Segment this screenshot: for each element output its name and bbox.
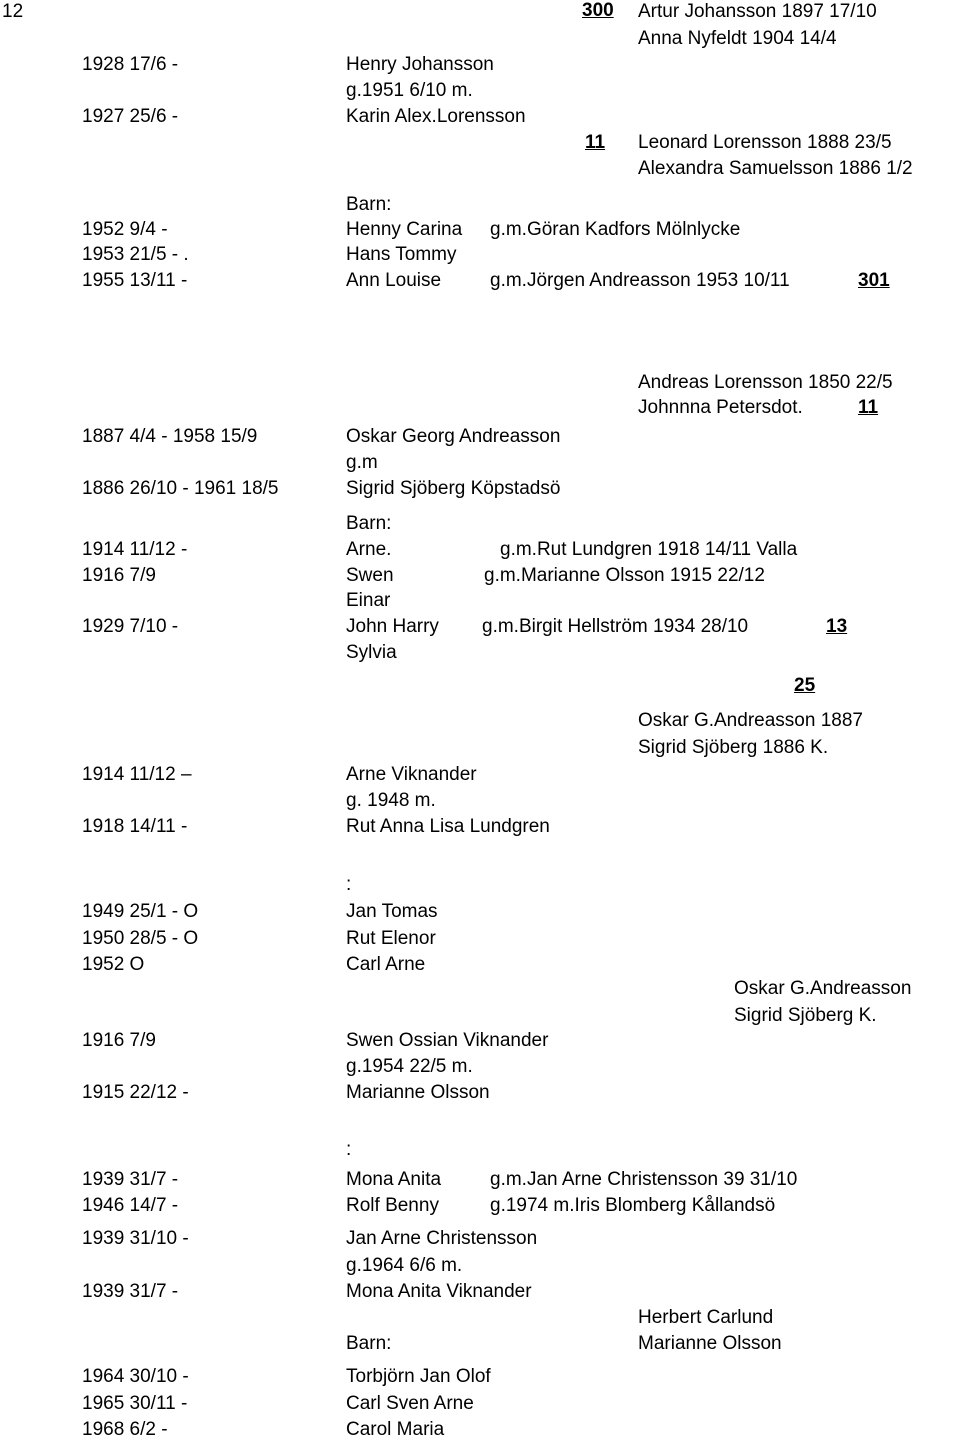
family-ref-25: 25 [794,675,816,696]
wife-name: Sigrid Sjöberg Köpstadsö [346,478,561,499]
children-colon: : [346,1139,352,1160]
wife-name: Mona Anita Viknander [346,1281,532,1302]
child-date: 1953 21/5 - . [82,244,189,265]
child-date: 1952 O [82,954,145,975]
husband-date: 1914 11/12 – [82,764,192,785]
child-spouse: g.m.Jörgen Andreasson 1953 10/11 [490,270,790,291]
child-name: Mona Anita [346,1169,442,1190]
child-name: Ann Louise [346,270,442,291]
husband-date: 1928 17/6 - [82,54,179,75]
child-name-cont: Einar [346,590,391,611]
wife-mother: Alexandra Samuelsson 1886 1/2 [638,158,913,179]
parents-line2: Sigrid Sjöberg K. [734,1005,877,1026]
parents-line2: Johnnna Petersdot. [638,397,803,418]
parents-ref: 11 [858,397,879,418]
marriage-line: g.1954 22/5 m. [346,1056,473,1077]
child-name: Jan Tomas [346,901,438,922]
child-name: Arne. [346,539,392,560]
child-name: John Harry [346,616,439,637]
husband-name: Oskar Georg Andreasson [346,426,561,447]
child-date: 1916 7/9 [82,565,156,586]
marriage-line: g.1951 6/10 m. [346,80,473,101]
parents-line1: Oskar G.Andreasson 1887 [638,710,863,731]
wife-date: 1918 14/11 - [82,816,188,837]
marriage-line: g.m [346,452,378,473]
parents-line1: Oskar G.Andreasson [734,978,912,999]
child-spouse: g.1974 m.Iris Blomberg Kållandsö [490,1195,776,1216]
child-spouse: g.m.Göran Kadfors Mölnlycke [490,219,741,240]
husband-date: 1887 4/4 - 1958 15/9 [82,426,258,447]
husband-date: 1939 31/10 - [82,1228,189,1249]
child-name: Hans Tommy [346,244,457,265]
marriage-line: g.1964 6/6 m. [346,1255,463,1276]
parents-line1: Herbert Carlund [638,1307,774,1328]
child-date: 1968 6/2 - [82,1419,168,1440]
children-colon: : [346,874,352,895]
husband-name: Henry Johansson [346,54,494,75]
wife-ref: 11 [585,132,606,153]
wife-name: Rut Anna Lisa Lundgren [346,816,550,837]
child-date: 1929 7/10 - [82,616,179,637]
wife-date: 1927 25/6 - [82,106,179,127]
parents-line1: Andreas Lorensson 1850 22/5 [638,372,893,393]
child-name: Swen [346,565,394,586]
child-name: Rolf Benny [346,1195,439,1216]
children-label: Barn: [346,513,392,534]
child-date: 1914 11/12 - [82,539,188,560]
child-date: 1939 31/7 - [82,1169,179,1190]
wife-father: Leonard Lorensson 1888 23/5 [638,132,892,153]
wife-name: Marianne Olsson [346,1082,490,1103]
child-date: 1949 25/1 - O [82,901,199,922]
child-name: Henny Carina [346,219,463,240]
child-spouse: g.m.Rut Lundgren 1918 14/11 Valla [500,539,798,560]
wife-name: Karin Alex.Lorensson [346,106,526,127]
child-name: Carl Arne [346,954,426,975]
wife-date: 1915 22/12 - [82,1082,189,1103]
child-spouse: g.m.Jan Arne Christensson 39 31/10 [490,1169,798,1190]
child-name-cont: Sylvia [346,642,397,663]
parents-line2: Marianne Olsson [638,1333,782,1354]
child-spouse: g.m.Marianne Olsson 1915 22/12 [484,565,765,586]
husband-date: 1916 7/9 [82,1030,156,1051]
marriage-line: g. 1948 m. [346,790,436,811]
child-ref: 301 [858,270,890,291]
parents-line2: Sigrid Sjöberg 1886 K. [638,737,829,758]
mother-line: Anna Nyfeldt 1904 14/4 [638,28,837,49]
child-name: Rut Elenor [346,928,436,949]
child-name: Carl Sven Arne [346,1393,474,1414]
husband-name: Swen Ossian Viknander [346,1030,549,1051]
husband-name: Arne Viknander [346,764,477,785]
child-date: 1965 30/11 - [82,1393,188,1414]
father-line: Artur Johansson 1897 17/10 [638,1,877,22]
wife-date: 1939 31/7 - [82,1281,179,1302]
child-date: 1950 28/5 - O [82,928,199,949]
family-ref-300: 300 [582,0,614,21]
child-name: Carol Maria [346,1419,445,1440]
child-date: 1946 14/7 - [82,1195,179,1216]
children-label: Barn: [346,194,392,215]
page-number: 12 [2,1,24,22]
child-ref: 13 [826,616,848,637]
child-spouse: g.m.Birgit Hellström 1934 28/10 [482,616,749,637]
child-date: 1952 9/4 - [82,219,168,240]
wife-date: 1886 26/10 - 1961 18/5 [82,478,279,499]
child-date: 1964 30/10 - [82,1366,189,1387]
husband-name: Jan Arne Christensson [346,1228,538,1249]
children-label: Barn: [346,1333,392,1354]
child-date: 1955 13/11 - [82,270,188,291]
child-name: Torbjörn Jan Olof [346,1366,491,1387]
